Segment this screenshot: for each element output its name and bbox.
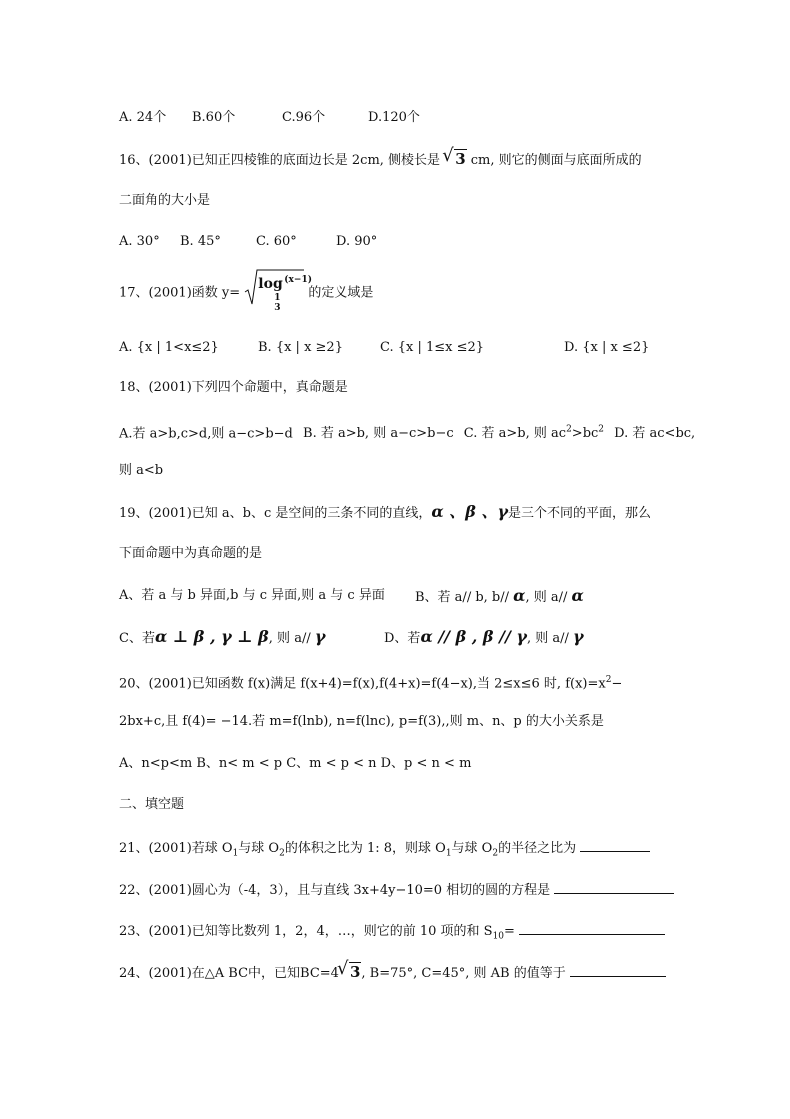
q19-option-d: D、若α // β , β // γ, 则 a// γ <box>384 627 584 646</box>
q24-stem: 24、(2001)在△A BC中，已知BC=4√ 3, B=75°, C=45°, 则 AB 的值等于 <box>119 962 666 984</box>
q22-answer-blank[interactable] <box>554 879 674 894</box>
q16-stem-line2: 二面角的大小是 <box>119 193 211 208</box>
q20-options: A、n<p<m B、n< m < p C、m < p < n D、p < n < m <box>119 756 472 771</box>
q17-stem-pre: 17、(2001)函数 y= <box>119 285 241 301</box>
q17-option-b: B. {x | x ≥2} <box>258 340 343 355</box>
q19-option-c-expr: α ⊥ β , γ ⊥ β <box>154 627 269 646</box>
q20-sup: 2 <box>605 675 612 685</box>
q17-option-c: C. {x | 1≤x ≤2} <box>380 340 485 355</box>
q17-log-arg: (x−1) <box>284 275 312 285</box>
q19-planes: α 、β 、γ <box>431 502 509 521</box>
q16-stem-line1 <box>119 149 642 171</box>
q19-option-c: C、若α ⊥ β , γ ⊥ β, 则 a// γ <box>119 627 326 646</box>
q18-sup-2: 2 <box>598 425 605 435</box>
q16-stem-post: cm, 则它的侧面与底面所成的 <box>470 153 642 168</box>
q22-stem: 22、(2001)圆心为（-4，3），且与直线 3x+4y−10=0 相切的圆的方程是 <box>119 879 674 901</box>
q16-radicand: 3 <box>455 150 466 168</box>
q23-stem: 23、(2001)已知等比数列 1，2，4，…，则它的前 10 项的和 $S_{10}=$ <box>119 920 665 947</box>
q20-stem-end: − <box>611 676 623 692</box>
q15-option-d: D.120个 <box>368 110 420 125</box>
q16-stem-pre: 16、(2001)已知正四棱锥的底面边长是 2cm, 侧棱长是 <box>119 153 441 168</box>
q17-option-d: D. {x | x ≤2} <box>564 340 650 355</box>
q20-stem-line1 <box>119 670 622 694</box>
q18-options-line <box>119 420 695 444</box>
q23-answer-blank[interactable] <box>519 920 665 935</box>
q19-stem-line2: 下面命题中为真命题的是 <box>119 546 263 561</box>
q21-answer-blank[interactable] <box>580 837 650 852</box>
q20-stem-text: 20、(2001)已知函数 f(x)满足 f(x+4)=f(x),f(4+x)=f(4−x),当 2≤x≤6 时, f(x)=x <box>119 676 606 692</box>
q19-option-d-expr: α // β , β // γ <box>420 627 527 646</box>
q17-option-a: A. {x | 1<x≤2} <box>119 340 219 355</box>
sqrt-symbol <box>444 149 466 171</box>
q17-log: log <box>258 276 283 292</box>
q17-radical-expression <box>244 268 312 313</box>
q24-answer-blank[interactable] <box>570 962 666 977</box>
q17-log-base-num: 1 <box>274 293 281 303</box>
gamma-symbol: γ <box>314 627 326 646</box>
q17-stem <box>119 275 374 313</box>
section-heading: 二、填空题 <box>119 797 185 812</box>
q18-stem: 18、(2001)下列四个命题中，真命题是 <box>119 380 348 395</box>
q15-option-a: A. 24个 <box>119 110 167 125</box>
q15-option-c: C.96个 <box>282 110 326 125</box>
q16-option-b: B. 45° <box>180 234 221 249</box>
q20-stem-line2: 2bx+c,且 f(4)= −14.若 m=f(lnb), n=f(lnc), p=f(3),,则 m、n、p 的大小关系是 <box>119 714 604 729</box>
q16-option-c: C. 60° <box>256 234 297 249</box>
alpha-symbol-2: α <box>571 586 584 605</box>
q18-option-a: A.若 a>b,c>d,则 a−c>b−d <box>119 426 293 442</box>
q18-option-d: D. 若 ac<bc, <box>614 426 696 442</box>
q17-log-base-den: 3 <box>274 303 281 313</box>
alpha-symbol: α <box>513 586 526 605</box>
q17-stem-post: 的定义域是 <box>308 285 374 301</box>
q18-option-b: B. 若 a>b, 则 a−c>b−c <box>303 426 454 442</box>
q16-option-a: A. 30° <box>119 234 160 249</box>
q21-stem: 21、(2001)若球 $O_1$与球 $O_2$的体积之比为 1: 8，则球 $O_1$与球 $O_2$的半径之比为 <box>119 837 650 864</box>
gamma-symbol-2: γ <box>572 627 584 646</box>
q18-option-d-cont: 则 a<b <box>119 463 164 478</box>
q19-stem-line1 <box>119 502 651 524</box>
q18-sup-1: 2 <box>566 425 572 435</box>
q15-option-b: B.60个 <box>192 110 236 125</box>
sqrt-symbol-2: √ 3 <box>339 962 361 984</box>
q19-stem-pre: 19、(2001)已知 a、b、c 是空间的三条不同的直线， <box>119 506 432 521</box>
q19-option-a: A、若 a 与 b 异面,b 与 c 异面,则 a 与 c 异面 <box>119 588 385 603</box>
q19-option-b: B、若 a// b, b// α, 则 a// α <box>415 586 584 605</box>
q16-option-d: D. 90° <box>336 234 378 249</box>
q18-option-c: C. 若 a>b, 则 $ac^2>bc^2$ <box>463 425 605 442</box>
q19-stem-post: 是三个不同的平面，那么 <box>508 506 652 521</box>
